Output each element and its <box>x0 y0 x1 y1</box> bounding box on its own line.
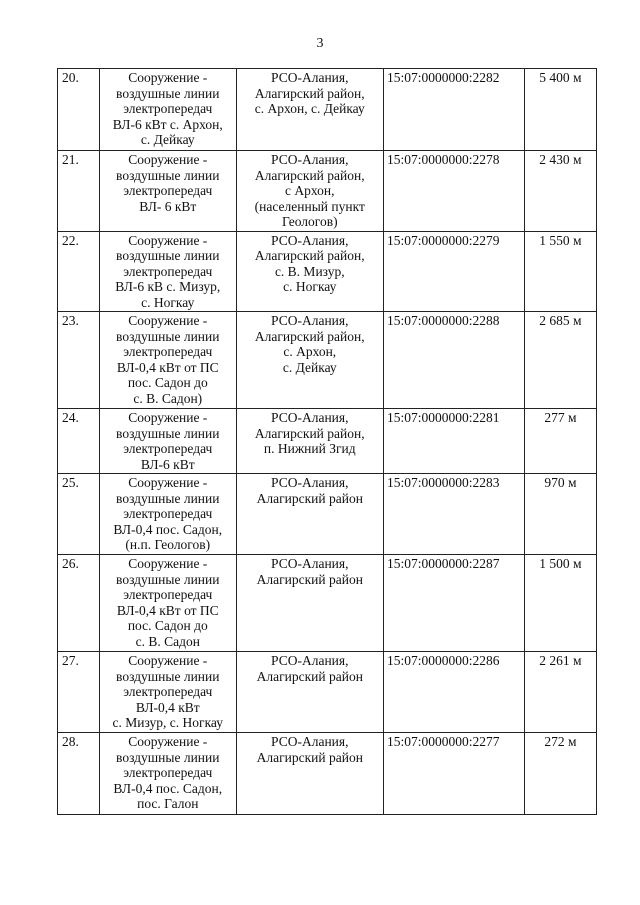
table-row <box>58 733 597 815</box>
cadastral-number-cell <box>383 474 524 555</box>
object-name-cell <box>99 409 236 474</box>
cadastral-number-cell <box>383 733 524 815</box>
row-number: 23. <box>62 313 79 328</box>
length-cell <box>524 231 596 312</box>
length-cell <box>524 151 596 232</box>
location-cell <box>236 733 383 815</box>
length: 1 500 м <box>539 556 582 571</box>
page-number: 3 <box>316 36 324 51</box>
table-row <box>58 409 597 474</box>
object-name-cell <box>99 312 236 409</box>
length: 2 430 м <box>539 152 582 167</box>
row-number: 26. <box>62 556 79 571</box>
object-name-cell <box>99 733 236 815</box>
object-name-cell <box>99 151 236 232</box>
object-name-cell <box>99 231 236 312</box>
cadastral-number: 15:07:0000000:2286 <box>386 653 500 668</box>
cadastral-number-cell <box>383 69 524 151</box>
object-name-cell <box>99 69 236 151</box>
object-name-cell <box>99 555 236 652</box>
table-row <box>58 312 597 409</box>
cadastral-number: 15:07:0000000:2288 <box>386 313 500 328</box>
object-name: Сооружение - воздушные линии электропередач ВЛ-0,4 кВт от ПС пос. Садон до с. В. Садон <box>116 556 220 649</box>
cadastral-number: 15:07:0000000:2278 <box>386 152 500 167</box>
cadastral-number: 15:07:0000000:2282 <box>386 70 500 85</box>
cadastral-number-cell <box>383 312 524 409</box>
location-cell <box>236 409 383 474</box>
object-name: Сооружение - воздушные линии электропередач ВЛ-0,4 кВт с. Мизур, с. Ногкау <box>112 653 223 730</box>
row-number-cell <box>58 555 100 652</box>
location: РСО-Алания, Алагирский район <box>256 475 363 506</box>
length: 2 685 м <box>539 313 582 328</box>
row-number: 25. <box>62 475 79 490</box>
row-number-cell <box>58 409 100 474</box>
location: РСО-Алания, Алагирский район, с. В. Мизур, с. Ногкау <box>254 232 365 294</box>
location: РСО-Алания, Алагирский район, п. Нижний Згид <box>254 410 365 456</box>
row-number-cell <box>58 474 100 555</box>
object-name: Сооружение - воздушные линии электропередач ВЛ-6 кВт <box>116 410 220 472</box>
object-name-cell <box>99 474 236 555</box>
cadastral-number-cell <box>383 151 524 232</box>
cadastral-number-cell <box>383 555 524 652</box>
table-row <box>58 652 597 733</box>
location-cell <box>236 312 383 409</box>
object-name: Сооружение - воздушные линии электропередач ВЛ-0,4 кВт от ПС пос. Садон до с. В. Садон) <box>116 313 220 406</box>
cadastral-number-cell <box>383 231 524 312</box>
object-name: Сооружение - воздушные линии электропередач ВЛ-6 кВт с. Архон, с. Дейкау <box>112 70 223 147</box>
row-number-cell <box>58 69 100 151</box>
length: 2 261 м <box>539 653 582 668</box>
location-cell <box>236 652 383 733</box>
row-number: 21. <box>62 152 79 167</box>
location: РСО-Алания, Алагирский район <box>256 653 363 684</box>
length: 970 м <box>544 475 577 490</box>
location: РСО-Алания, Алагирский район, с Архон, (населенный пункт Геологов) <box>254 152 365 229</box>
row-number: 22. <box>62 232 79 248</box>
cadastral-number: 15:07:0000000:2277 <box>386 734 500 749</box>
length-cell <box>524 733 596 815</box>
location-cell <box>236 69 383 151</box>
cadastral-number: 15:07:0000000:2279 <box>386 232 500 248</box>
location: РСО-Алания, Алагирский район, с. Архон, с. Дейкау <box>254 70 365 116</box>
length-cell <box>524 474 596 555</box>
length: 1 550 м <box>539 232 582 248</box>
location: РСО-Алания, Алагирский район <box>256 734 363 765</box>
property-registry-table <box>57 68 597 815</box>
row-number-cell <box>58 652 100 733</box>
location-cell <box>236 231 383 312</box>
location: РСО-Алания, Алагирский район <box>256 556 363 587</box>
length-cell <box>524 312 596 409</box>
length: 272 м <box>544 734 577 749</box>
cadastral-number: 15:07:0000000:2281 <box>386 410 500 425</box>
table-row <box>58 555 597 652</box>
cadastral-number: 15:07:0000000:2287 <box>386 556 500 571</box>
object-name: Сооружение - воздушные линии электропередач ВЛ-6 кВ с. Мизур, с. Ногкау <box>115 232 221 310</box>
row-number: 28. <box>62 734 79 749</box>
object-name: Сооружение - воздушные линии электропередач ВЛ-0,4 пос. Садон, пос. Галон <box>113 734 223 811</box>
length: 5 400 м <box>539 70 582 85</box>
table-row <box>58 151 597 232</box>
row-number-cell <box>58 733 100 815</box>
table-row <box>58 474 597 555</box>
length-cell <box>524 555 596 652</box>
row-number: 24. <box>62 410 79 425</box>
cadastral-number: 15:07:0000000:2283 <box>386 475 500 490</box>
location-cell <box>236 555 383 652</box>
length-cell <box>524 652 596 733</box>
cadastral-number-cell <box>383 652 524 733</box>
location-cell <box>236 151 383 232</box>
object-name-cell <box>99 652 236 733</box>
row-number: 27. <box>62 653 79 668</box>
cadastral-number-cell <box>383 409 524 474</box>
row-number: 20. <box>62 70 79 85</box>
location: РСО-Алания, Алагирский район, с. Архон, с. Дейкау <box>254 313 365 375</box>
row-number-cell <box>58 231 100 312</box>
object-name: Сооружение - воздушные линии электропередач ВЛ-0,4 пос. Садон, (н.п. Геологов) <box>113 475 223 552</box>
row-number-cell <box>58 312 100 409</box>
length: 277 м <box>544 410 577 425</box>
object-name: Сооружение - воздушные линии электропередач ВЛ- 6 кВт <box>116 152 220 214</box>
location-cell <box>236 474 383 555</box>
length-cell <box>524 69 596 151</box>
table-row <box>58 69 597 151</box>
row-number-cell <box>58 151 100 232</box>
table-row <box>58 231 597 312</box>
length-cell <box>524 409 596 474</box>
